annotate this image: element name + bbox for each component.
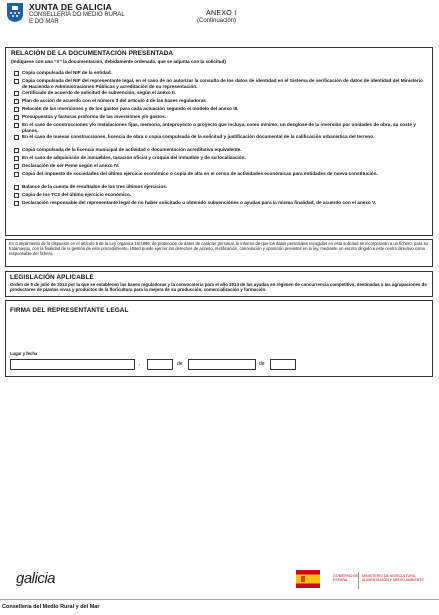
xunta-logo-icon	[6, 2, 24, 23]
documentation-instructions: (Indíquese con una “X” la documentación, debidamente ordenada, que se adjunta con la solicitud)	[11, 59, 226, 64]
doc-item-label: Relación de las inversiones y de los gastos para cada actuación segundo el modelo del anexo III.	[22, 106, 239, 111]
doc-item-label: Plan de acción de acuerdo con el número 3 del artículo 4 de las bases reguladoras	[22, 98, 206, 103]
galicia-logo-text: galicia	[16, 570, 56, 587]
doc-item-label: Copia del impuesto de sociedades del último ejercicio económico o copia de alta en el censo de actividades económicas para entidades de nueva constitución.	[22, 171, 378, 176]
documentation-title: RELACIÓN DE LA DOCUMENTACIÓN PRESENTADA	[11, 50, 174, 57]
doc-checkbox[interactable]	[14, 115, 19, 120]
footer-department: Consellería del Medio Rural y del Mar	[2, 604, 100, 610]
legislation-title: LEGISLACIÓN APLICABLE	[10, 274, 94, 281]
doc-checkbox[interactable]	[14, 148, 19, 153]
doc-checkbox[interactable]	[14, 164, 19, 169]
legislation-text: Orden de 9 de julio de 2013 por la que se establecen las bases reguladoras y la convocatoria para el año 2013 de las ayudas en régimen de concurrencia competitiva, destinadas a las agrupaciones de productores de plantas vivas y productos de la floricultura para la mejora de su producción, comercialización y formación.	[10, 282, 427, 293]
annex-subtitle: (Continuación)	[197, 18, 237, 24]
place-date-label: Lugar y fecha	[10, 351, 38, 356]
doc-checkbox[interactable]	[14, 185, 19, 190]
privacy-notice: En cumplimiento de lo dispuesto en el artículo 5 de la Ley orgánica 15/1999, de protección de datos de carácter personal, le informo de que los datos personales recogidos en esta solicitud se incorporarán a un fichero, para su tratamiento, con la finalidad de la gestión de este procedimiento. Usted puede ejercer los derechos de acceso, rectificación, cancelación y oposición previstos en la ley, mediante un escrito dirigido a este centro directivo como responsable del fichero.	[9, 241, 429, 257]
doc-checkbox[interactable]	[14, 156, 19, 161]
doc-item-label: Declaración responsable del representante legal de no haber solicitado u obtenido subvenciónes o ayudas para la misma finalidad, de acuerdo con el anexo V.	[22, 200, 377, 205]
ministry-name: MINISTERIO DE AGRICULTURA, ALIMENTACIÓN Y MEDIO AMBIENTE	[362, 574, 424, 583]
doc-item	[14, 114, 428, 120]
doc-item-label: Presupuestos y facturas proforma de las inversiones y/o gastos.	[22, 114, 167, 119]
org-subtitle	[29, 12, 125, 26]
doc-item	[14, 192, 428, 198]
doc-checkbox[interactable]	[14, 79, 19, 84]
date-comma: ,	[139, 361, 141, 367]
doc-item	[14, 106, 428, 112]
annex-title: ANEXO I	[206, 10, 237, 17]
place-input[interactable]	[10, 359, 135, 370]
doc-checkbox[interactable]	[14, 91, 19, 96]
doc-item-label: Copia compulsada del NIF de la entidad.	[22, 70, 112, 75]
doc-checkbox[interactable]	[14, 193, 19, 198]
doc-item-label: Copia compulsada del NIF del representante legal, en el caso de no autorizar la consulta de los datos de identidad en el Sistema de verificación de datos de identidad del Ministerio de Hacienda o Administraciones Públicas y acreditación de su representación.	[22, 78, 423, 89]
doc-item-label: Balance de la cuenta de resultados de los tres últimos ejercicios.	[22, 184, 168, 189]
org-name: XUNTA DE GALICIA	[29, 2, 113, 12]
doc-checkbox[interactable]	[14, 99, 19, 104]
doc-checkbox[interactable]	[14, 172, 19, 177]
doc-item	[14, 78, 428, 89]
doc-checkbox[interactable]	[14, 135, 19, 140]
doc-item-label: En el caso de construcciones y/o instalaciones fijas, memoria, anteproyecto o proyecto que incluya, como mínimo, un desglose de la inversión por unidades de obra, su coste y planos.	[22, 122, 416, 133]
doc-checkbox[interactable]	[14, 107, 19, 112]
doc-checkbox[interactable]	[14, 71, 19, 76]
doc-item	[14, 134, 428, 140]
government-crest-text: GOBIERNO DE ESPAÑA	[333, 574, 359, 583]
doc-item-label: Copia de los TC2 del último ejercicio económico.	[22, 192, 132, 197]
org-subtitle-line2: E DO MAR	[29, 19, 59, 25]
footer-divider	[358, 572, 359, 589]
month-input[interactable]	[188, 359, 256, 370]
doc-item	[14, 98, 428, 104]
doc-item-label: Declaración de ser Peme según el anexo IV.	[22, 163, 120, 168]
doc-item	[14, 122, 428, 133]
doc-item-label: Copia compulsada de la licencia municipal de actividad o documentación acreditativa equivalente.	[22, 147, 242, 152]
doc-item	[14, 147, 428, 153]
year-input[interactable]	[270, 359, 296, 370]
date-de-2: de	[259, 361, 265, 367]
signature-title: FIRMA DEL REPRESENTANTE LEGAL	[10, 307, 129, 314]
day-input[interactable]	[147, 359, 173, 370]
doc-item	[14, 171, 428, 177]
doc-item	[14, 70, 428, 76]
spain-flag-icon	[296, 570, 320, 588]
doc-item-label: En el caso de adquisición de inmuebles, tasación oficial y croquis del inmueble y de su localización.	[22, 155, 246, 160]
doc-checkbox[interactable]	[14, 123, 19, 128]
doc-item	[14, 184, 428, 190]
doc-checkbox[interactable]	[14, 201, 19, 206]
doc-item-label: Certificado de acuerdo de solicitud de subvención, según el anexo II.	[22, 90, 176, 95]
doc-item	[14, 163, 428, 169]
org-subtitle-line1: CONSELLERÍA DO MEDIO RURAL	[29, 12, 125, 18]
doc-item-label: En el caso de nuevas construcciones, licencia de obra o copia compulsada de la solicitud y justificación documental de la calificación urbanística del terreno.	[22, 134, 375, 139]
doc-item	[14, 90, 428, 96]
date-de-1: de	[177, 361, 183, 367]
doc-item	[14, 200, 428, 206]
footer-rule	[0, 599, 439, 600]
doc-item	[14, 155, 428, 161]
galicia-logo	[16, 570, 55, 587]
